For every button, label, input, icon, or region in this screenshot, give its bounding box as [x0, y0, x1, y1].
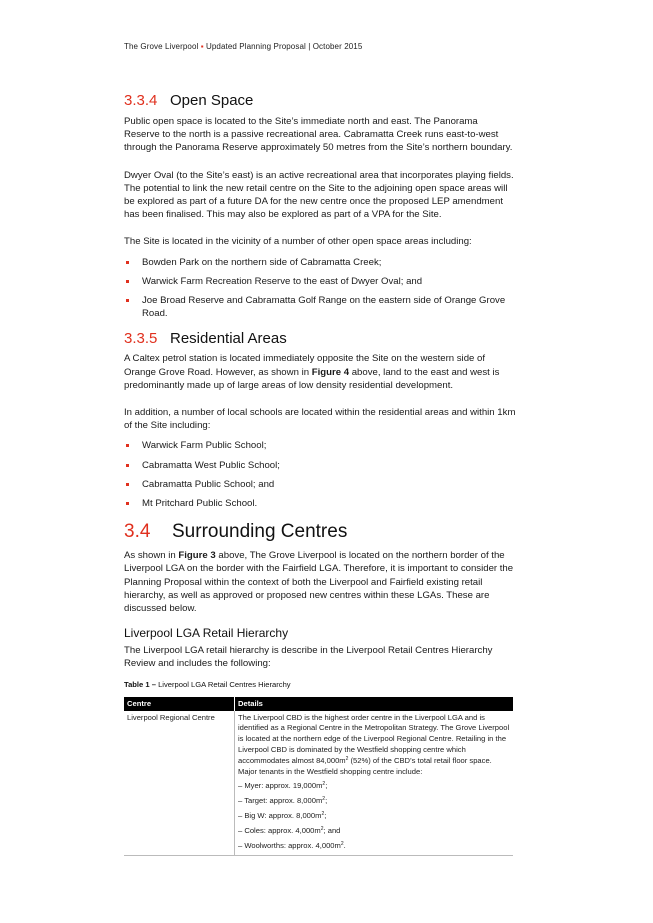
superscript: 2: [340, 840, 344, 847]
tenant-item: [238, 811, 510, 822]
open-space-para-3: The Site is located in the vicinity of a number of other open space areas including:: [124, 236, 472, 248]
tenants-list: [238, 781, 510, 851]
table-header-row: [124, 697, 513, 711]
text: ;: [324, 811, 327, 821]
tenant-item: [238, 826, 510, 837]
superscript: 2: [345, 755, 349, 762]
hierarchy-para: The Liverpool LGA retail hierarchy is describe in the Liverpool Retail Centres Hierarchy Review and includes the following:: [124, 645, 493, 670]
list-item: Cabramatta West Public School;: [124, 459, 516, 472]
caption-label: Table 1 –: [124, 679, 156, 689]
column-header-centre: Centre: [124, 697, 235, 711]
list-item: Cabramatta Public School; and: [124, 478, 516, 491]
list-item: Mt Pritchard Public School.: [124, 497, 516, 510]
schools-list: [124, 439, 516, 510]
details-cell: [235, 711, 514, 856]
section-number: 3.4: [124, 521, 151, 543]
caption-text: Liverpool LGA Retail Centres Hierarchy: [158, 679, 291, 689]
page-content: [124, 88, 516, 856]
text: (52%) of the CBD’s total retail floor space. Major tenants in the Westfield shopping centre include:: [238, 755, 492, 776]
section-number: 3.3.5: [124, 330, 158, 348]
table-row: [124, 711, 513, 856]
superscript: 2: [320, 825, 324, 832]
tenant-item: [238, 781, 510, 792]
list-item: Warwick Farm Recreation Reserve to the east of Dwyer Oval; and: [124, 275, 516, 288]
header-subtitle: Updated Planning Proposal | October 2015: [205, 42, 363, 51]
text: – Myer: approx. 19,000m: [238, 781, 323, 791]
figure-ref: Figure 4: [311, 366, 350, 378]
residential-para-2: In addition, a number of local schools are located within the residential areas and within 1km of the Site including:: [124, 407, 516, 432]
figure-ref: Figure 3: [178, 550, 216, 562]
section-title: Residential Areas: [170, 330, 287, 348]
heading-open-space: [124, 92, 516, 109]
header-title: The Grove Liverpool: [124, 42, 199, 51]
section-number: 3.3.4: [124, 92, 158, 109]
text: – Big W: approx. 8,000m: [238, 811, 322, 821]
running-header: [124, 42, 362, 51]
residential-para-1: [124, 352, 516, 392]
superscript: 2: [321, 811, 325, 818]
details-text: [238, 713, 510, 778]
superscript: 2: [322, 781, 326, 788]
table-caption: [124, 680, 516, 689]
tenant-item: [238, 796, 510, 807]
text: above, The Grove Liverpool is located on the northern border of the Liverpool LGA on the border with the Fairfield LGA. Therefore, it is important to consider the Planning Proposal within the context of both the Liverpool and Fairfield existing retail hierarchy, as well as approved or proposed new centres within these LGAs. These are discussed below.: [124, 550, 514, 615]
text: ; and: [323, 825, 341, 835]
text: above, land to the east and west is predominantly made up of large areas of low density residential development.: [124, 366, 500, 391]
column-header-details: Details: [235, 697, 514, 711]
header-separator: ▪: [200, 42, 204, 51]
text: – Target: approx. 8,000m: [238, 796, 323, 806]
list-item: Bowden Park on the northern side of Cabramatta Creek;: [124, 256, 516, 269]
heading-liverpool-hierarchy: Liverpool LGA Retail Hierarchy: [124, 626, 289, 641]
text: A Caltex petrol station is located immediately opposite the Site on the western side of Orange Grove Road. However, as shown in: [124, 353, 486, 378]
centres-para-1: [124, 549, 516, 615]
list-item: Joe Broad Reserve and Cabramatta Golf Range on the eastern side of Orange Grove Road.: [124, 294, 516, 320]
text: ;: [325, 796, 328, 806]
list-item: Warwick Farm Public School;: [124, 439, 516, 452]
superscript: 2: [322, 796, 326, 803]
section-title: Surrounding Centres: [172, 521, 348, 543]
heading-residential: [124, 330, 516, 347]
retail-hierarchy-table: [124, 697, 513, 857]
text: The Liverpool CBD is the highest order centre in the Liverpool LGA and is identified as a Regional Centre in the Metropolitan Strategy. The Grove Liverpool is located at the northern edge of the Liverpool Regional Centre. Retailing in the Liverpool CBD is dominated by the Westfield shopping centre which accommodates almost 84,000m: [238, 712, 510, 765]
open-space-list: [124, 256, 516, 321]
text: ;: [325, 781, 328, 791]
open-space-para-2: Dwyer Oval (to the Site’s east) is an active recreational area that incorporates playing fields. The potential to link the new retail centre on the Site to the adjoining open space areas will be explored as part of a future DA for the new centre once the proposed LEP amendment has been finalised. This may also be explored as part of a VPA for the Site.: [124, 169, 514, 221]
section-title: Open Space: [170, 92, 254, 109]
text: As shown in: [124, 550, 179, 562]
open-space-para-1: Public open space is located to the Site’s immediate north and east. The Panorama Reserve to the north is a passive recreational area. Cabramatta Creek runs east-to-west through the Panorama Reserve approximately 50 metres from the Site’s northern boundary.: [124, 116, 513, 154]
text: .: [343, 840, 346, 850]
tenant-item: [238, 841, 510, 852]
text: – Woolworths: approx. 4,000m: [238, 840, 341, 850]
heading-surrounding-centres: [124, 521, 516, 543]
centre-cell: Liverpool Regional Centre: [124, 711, 235, 856]
text: – Coles: approx. 4,000m: [238, 825, 321, 835]
